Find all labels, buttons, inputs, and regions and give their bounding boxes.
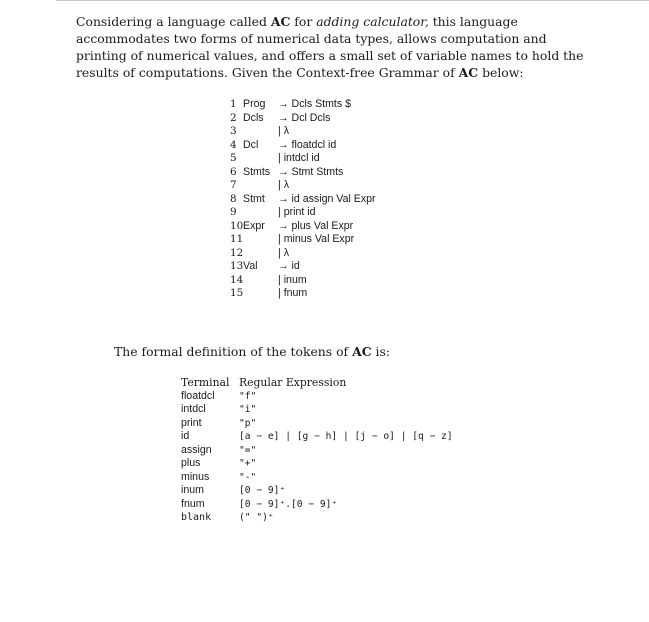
rule-lhs: Dcl <box>243 138 259 151</box>
intro-paragraph <box>76 13 596 81</box>
language-name: AC <box>270 14 291 29</box>
rule-number: 5 <box>230 152 237 164</box>
regular-expression: "i" <box>239 404 257 415</box>
rule-rhs: | print id <box>278 206 316 218</box>
rule-rhs: | λ <box>278 179 289 191</box>
rule-lhs: Dcls <box>243 111 264 124</box>
regular-expression: "p" <box>239 417 257 429</box>
rule-number: 7 <box>230 179 237 191</box>
terminal-name: print <box>181 416 202 429</box>
rule-number: 14 <box>230 273 244 286</box>
rule-number: 1 <box>230 98 237 110</box>
rule-number: 3 <box>230 125 237 137</box>
terminal-name: plus <box>181 457 201 469</box>
terminal-column-header: Terminal <box>181 376 230 389</box>
intro-text: this language accommodates two forms of numerical data types, allows computation and printing of numerical values, and offers a small set of variable names to hold the results of computations. Given the Context-free Grammar of <box>76 14 584 80</box>
rule-rhs: | λ <box>278 125 289 137</box>
rule-rhs: → Stmt Stmts <box>278 165 344 178</box>
rule-lhs: Prog <box>243 98 266 110</box>
intro-text: for <box>290 14 317 29</box>
language-name: AC <box>352 344 372 359</box>
language-meaning: adding calculator, <box>316 14 429 29</box>
rule-number: 10 <box>230 219 244 232</box>
terminal-name: intdcl <box>181 403 206 415</box>
intro-text: below: <box>478 65 524 80</box>
terminal-name: minus <box>181 470 210 483</box>
rule-rhs: → Dcl Dcls <box>278 111 331 124</box>
heading-text: is: <box>371 344 390 359</box>
language-name: AC <box>458 65 479 80</box>
rule-lhs: Stmts <box>243 165 271 178</box>
terminal-name: fnum <box>181 497 205 510</box>
rule-number: 13 <box>230 260 244 272</box>
rule-number: 4 <box>230 138 237 151</box>
rule-rhs: → id <box>278 260 300 272</box>
regular-expression: "-" <box>239 471 257 483</box>
rule-rhs: | intdcl id <box>278 152 320 164</box>
tokens-heading <box>114 343 390 360</box>
regular-expression: "=" <box>239 444 257 456</box>
regular-expression: (" ")⁺ <box>239 512 274 523</box>
terminal-name: id <box>181 430 190 442</box>
top-border-line <box>56 0 649 1</box>
terminal-name: blank <box>181 512 212 523</box>
regular-expression: [0 − 9]⁺.[0 − 9]⁺ <box>239 498 338 510</box>
regular-expression: "+" <box>239 458 257 469</box>
rule-rhs: | fnum <box>278 287 308 299</box>
rule-number: 6 <box>230 165 237 178</box>
rule-number: 2 <box>230 111 237 124</box>
rule-rhs: → Dcls Stmts $ <box>278 98 351 110</box>
regular-expression: [a − e] | [g − h] | [j − o] | [q − z] <box>239 431 453 442</box>
rule-number: 11 <box>230 233 244 245</box>
rule-rhs: → id assign Val Expr <box>278 192 376 205</box>
rule-rhs: → plus Val Expr <box>278 219 354 232</box>
rule-lhs: Val <box>243 260 258 272</box>
heading-text: The formal definition of the tokens of <box>114 344 353 359</box>
terminal-name: inum <box>181 484 204 496</box>
rule-rhs: | inum <box>278 273 307 286</box>
terminal-name: floatdcl <box>181 389 215 402</box>
rule-number: 9 <box>230 206 237 218</box>
rule-number: 8 <box>230 192 237 205</box>
rule-rhs: | minus Val Expr <box>278 233 355 245</box>
intro-text: Considering a language called <box>76 14 271 29</box>
rule-rhs: → floatdcl id <box>278 138 337 151</box>
rule-rhs: | λ <box>278 246 289 259</box>
rule-number: 15 <box>230 287 244 299</box>
rule-number: 12 <box>230 246 244 259</box>
rule-lhs: Expr <box>243 219 265 232</box>
rule-lhs: Stmt <box>243 192 265 205</box>
regular-expression: [0 − 9]⁺ <box>239 485 286 496</box>
terminal-name: assign <box>181 443 212 456</box>
regex-column-header: Regular Expression <box>239 376 347 389</box>
regular-expression: "f" <box>239 390 257 402</box>
